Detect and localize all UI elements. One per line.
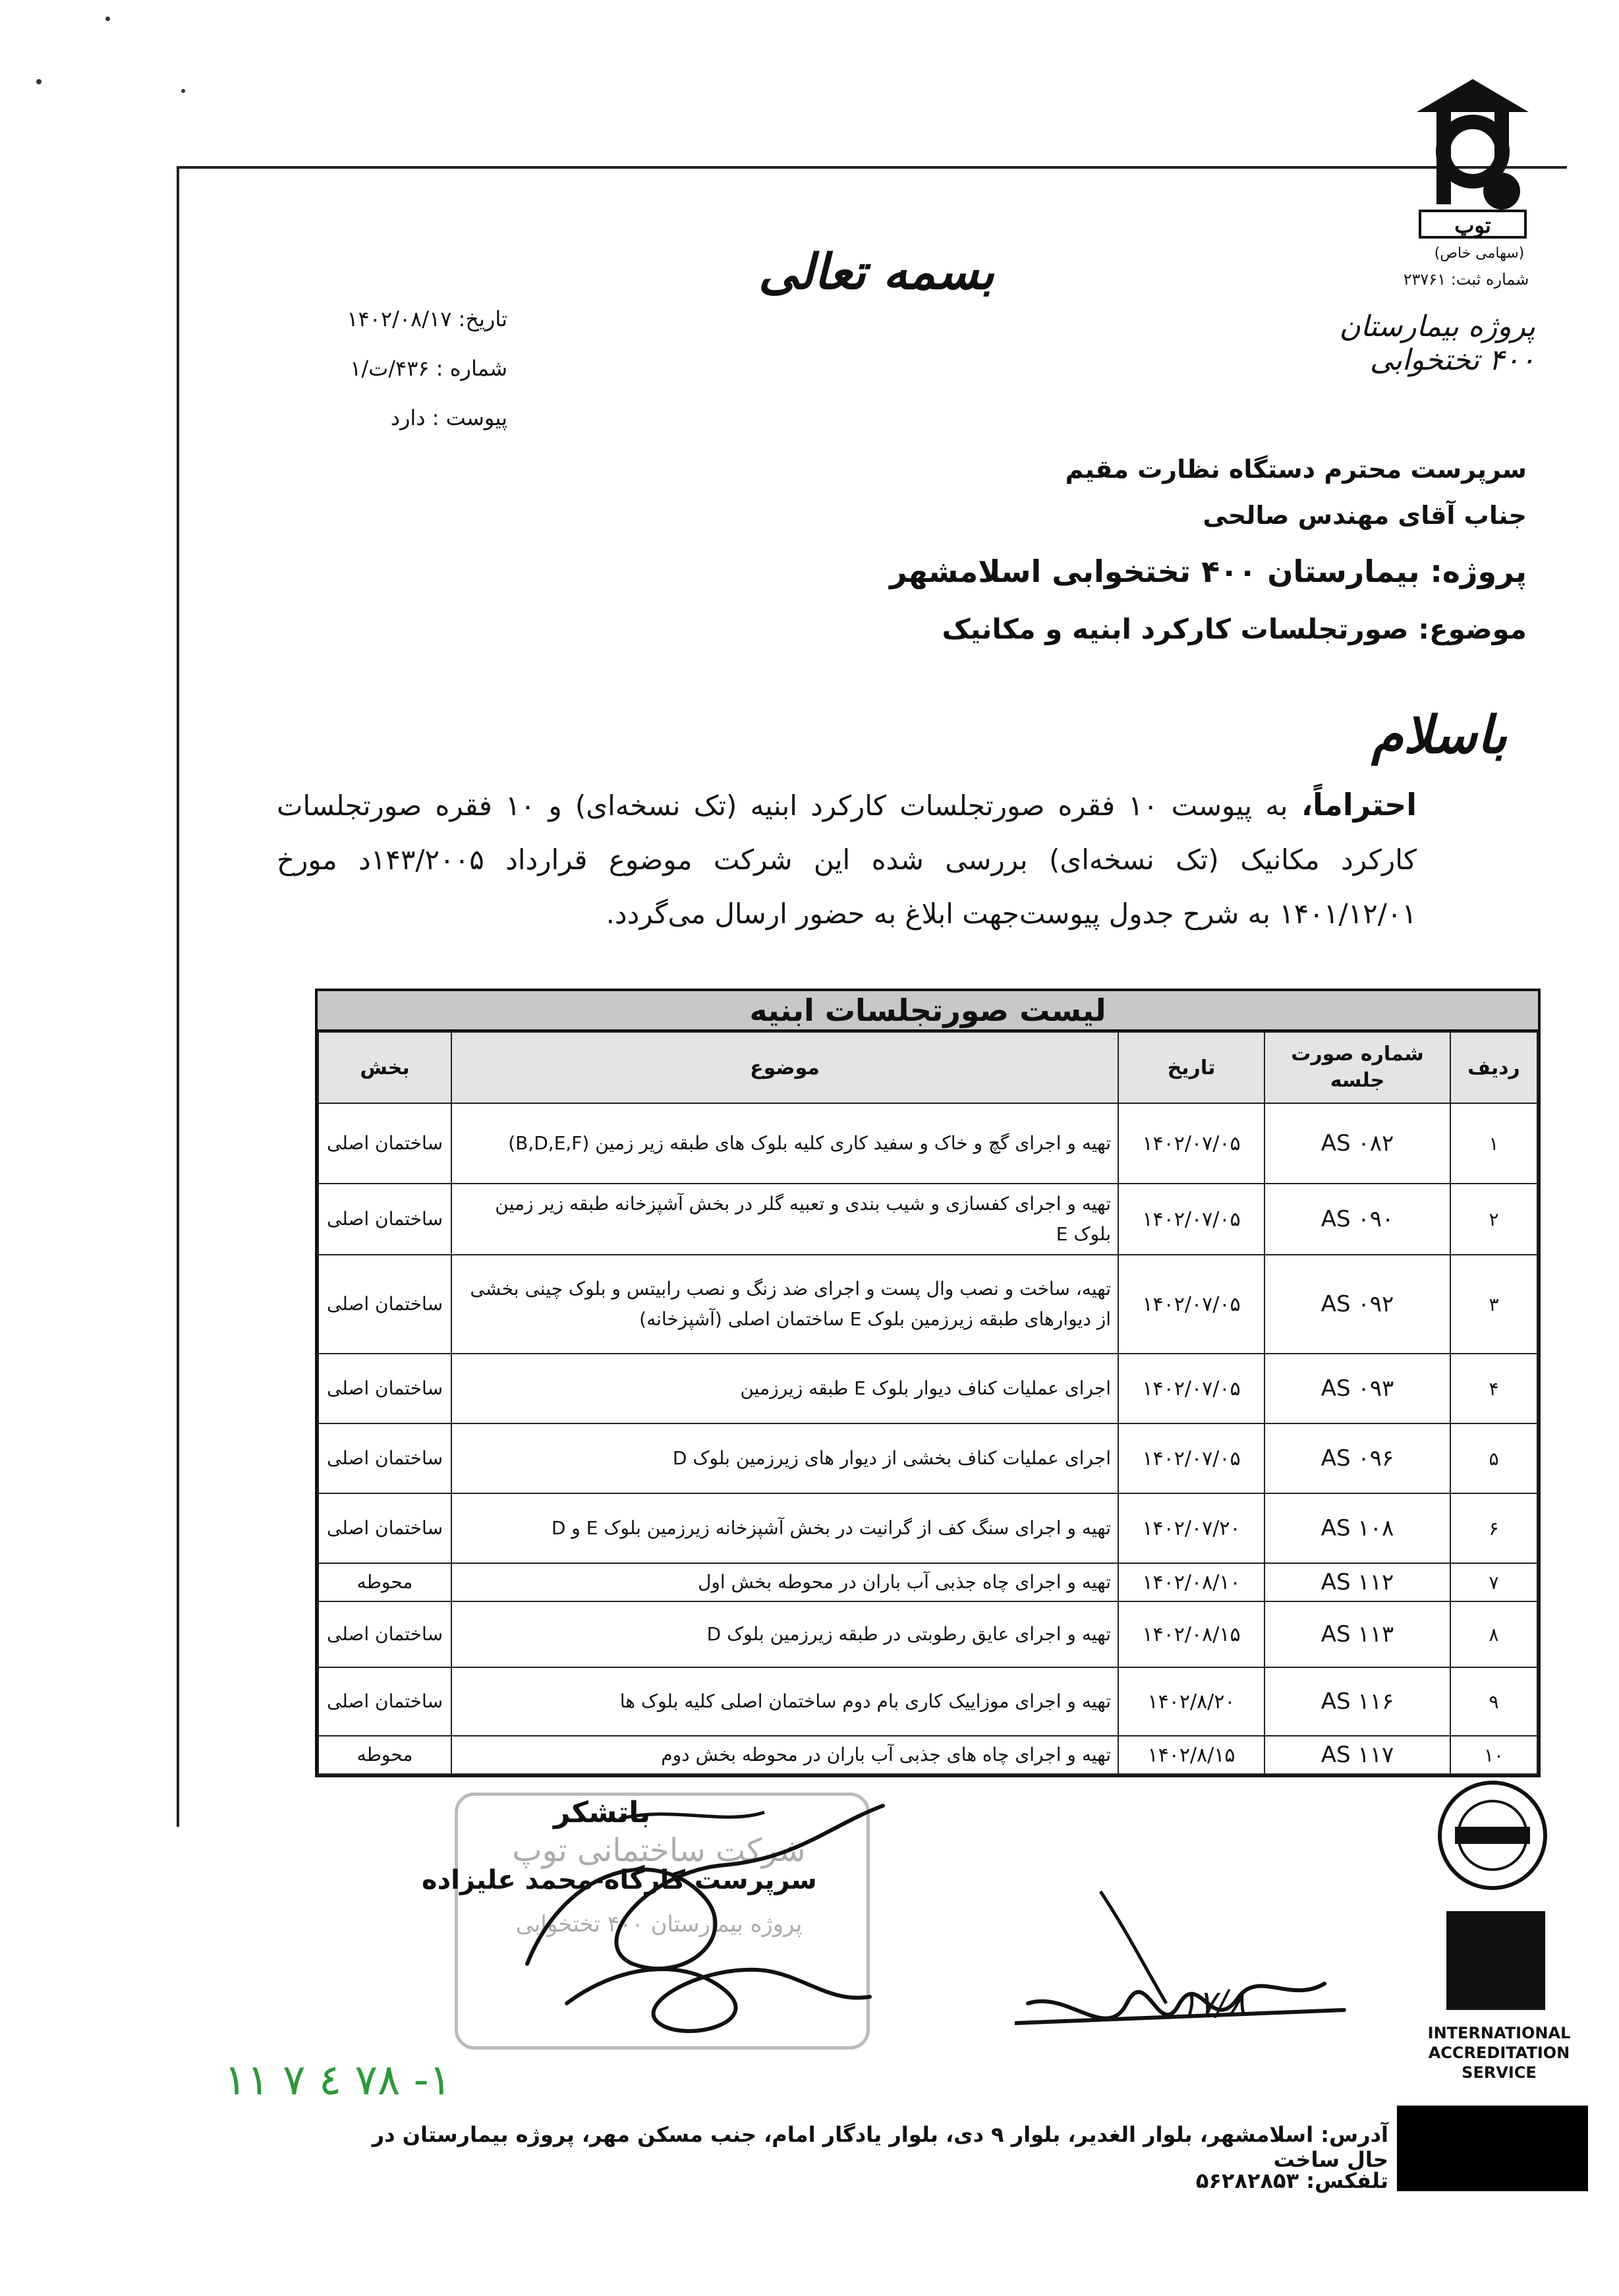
- addressee-person: جناب آقای مهندس صالحی: [1203, 501, 1527, 530]
- cell-date: ۱۴۰۲/۰۷/۰۵: [1118, 1103, 1264, 1184]
- cell-section: ساختمان اصلی: [318, 1493, 451, 1563]
- cell-subject: تهیه و اجرای چاه های جذبی آب باران در محوطه بخش دوم: [451, 1736, 1118, 1774]
- cell-idx: ۵: [1450, 1423, 1537, 1493]
- logo-subtitle: (سهامی خاص): [1434, 245, 1525, 262]
- cell-subject: تهیه و اجرای عایق رطوبتی در طبقه زیرزمین بلوک D: [451, 1601, 1118, 1667]
- cell-subject: تهیه و اجرای موزاییک کاری بام دوم ساختمان اصلی کلیه بلوک ها: [451, 1667, 1118, 1736]
- body-greeting: احتراماً،: [1301, 787, 1417, 822]
- cell-subject: تهیه و اجرای کفسازی و شیب بندی و تعبیه گلر در بخش آشپزخانه طبقه زیر زمین بلوک E: [451, 1184, 1118, 1255]
- frame-top-line: [177, 166, 1567, 169]
- cell-date: ۱۴۰۲/۰۷/۲۰: [1118, 1493, 1264, 1563]
- footer-fax: تلفکس: ۵۶۲۸۲۸۵۳: [1195, 2168, 1388, 2193]
- table-row: [318, 1493, 1537, 1563]
- cell-date: ۱۴۰۲/۰۸/۱۰: [1118, 1563, 1264, 1601]
- table-row: [318, 1354, 1537, 1423]
- cell-section: محوطه: [318, 1736, 451, 1774]
- scan-speck: [181, 89, 185, 93]
- cell-idx: ۸: [1450, 1601, 1537, 1667]
- cell-subject: تهیه، ساخت و نصب وال پست و اجرای ضد زنگ و نصب رابیتس و بلوک چینی بخشی از دیوارهای طبقه زیرزمین بلوک E ساختمان اصلی (آشپزخانه): [451, 1255, 1118, 1354]
- addressee-title: سرپرست محترم دستگاه نظارت مقیم: [1065, 455, 1527, 484]
- table-row: [318, 1601, 1537, 1667]
- cell-number: AS ۱۰۸: [1264, 1493, 1450, 1563]
- stamp-text: شرکت ساختمانی توپ: [512, 1832, 806, 1869]
- table-header-row: [318, 1032, 1537, 1103]
- bismillah: بسمه تعالی: [758, 244, 994, 301]
- header-section: بخش: [318, 1032, 451, 1103]
- cell-number: AS ۱۱۳: [1264, 1601, 1450, 1667]
- stamp-subtext: پروژه بیمارستان ۴۰۰ تختخوابی: [515, 1911, 803, 1937]
- signature-thanks: باتشکر: [554, 1796, 651, 1829]
- table-title: لیست صورتجلسات ابنیه: [318, 991, 1538, 1031]
- table-row: [318, 1184, 1537, 1255]
- signature-name: سرپرست کارگاه-محمد علیزاده: [422, 1865, 817, 1895]
- cell-section: ساختمان اصلی: [318, 1601, 451, 1667]
- body-paragraph: [277, 778, 1417, 941]
- cell-date: ۱۴۰۲/۰۷/۰۵: [1118, 1423, 1264, 1493]
- table-row: [318, 1563, 1537, 1601]
- ias-accreditation-logo: [1446, 1911, 1545, 2010]
- cell-date: ۱۴۰۲/۸/۲۰: [1118, 1667, 1264, 1736]
- cell-subject: اجرای عملیات کناف دیوار بلوک E طبقه زیرزمین: [451, 1354, 1118, 1423]
- cell-number: AS ۰۹۶: [1264, 1423, 1450, 1493]
- cell-idx: ۱: [1450, 1103, 1537, 1184]
- cell-date: ۱۴۰۲/۰۸/۱۵: [1118, 1601, 1264, 1667]
- project-handwritten: پروژه بیمارستان ۴۰۰ تختخوابی: [1339, 310, 1535, 377]
- table-row: [318, 1423, 1537, 1493]
- cell-subject: اجرای عملیات کناف بخشی از دیوار های زیرزمین بلوک D: [451, 1423, 1118, 1493]
- certified-management-system-logo: [1436, 1779, 1548, 1891]
- handwritten-date: ۱۷/۸: [1179, 1984, 1247, 2023]
- handwritten-signature: [488, 1766, 949, 2069]
- project-line: پروژه: بیمارستان ۴۰۰ تختخوابی اسلامشهر: [890, 554, 1527, 589]
- scan-speck: [105, 16, 110, 21]
- header-subject: موضوع: [451, 1032, 1118, 1103]
- company-logo: [1410, 72, 1535, 244]
- cell-idx: ۶: [1450, 1493, 1537, 1563]
- footer-address: آدرس: اسلامشهر، بلوار الغدیر، بلوار ۹ دی، بلوار یادگار امام، جنب مسکن مهر، پروژه بیمارستان در حال ساخت: [372, 2122, 1388, 2172]
- frame-left-line: [177, 166, 179, 1827]
- cell-number: AS ۱۱۶: [1264, 1667, 1450, 1736]
- cell-date: ۱۴۰۲/۸/۱۵: [1118, 1736, 1264, 1774]
- cell-date: ۱۴۰۲/۰۷/۰۵: [1118, 1184, 1264, 1255]
- cell-idx: ۱۰: [1450, 1736, 1537, 1774]
- cell-section: ساختمان اصلی: [318, 1103, 451, 1184]
- header-number: شماره صورت جلسه: [1264, 1032, 1450, 1103]
- cell-idx: ۳: [1450, 1255, 1537, 1354]
- salutation: باسلام: [1371, 705, 1507, 765]
- cell-date: ۱۴۰۲/۰۷/۰۵: [1118, 1354, 1264, 1423]
- cell-number: AS ۰۹۰: [1264, 1184, 1450, 1255]
- cell-subject: تهیه و اجرای چاه جذبی آب باران در محوطه بخش اول: [451, 1563, 1118, 1601]
- cell-section: ساختمان اصلی: [318, 1354, 451, 1423]
- cell-number: AS ۰۸۲: [1264, 1103, 1450, 1184]
- cell-number: AS ۰۹۲: [1264, 1255, 1450, 1354]
- cell-number: AS ۱۱۷: [1264, 1736, 1450, 1774]
- redaction-box: [1397, 2106, 1588, 2191]
- cell-section: ساختمان اصلی: [318, 1255, 451, 1354]
- cell-section: ساختمان اصلی: [318, 1184, 451, 1255]
- ias-label: INTERNATIONAL ACCREDITATION SERVICE: [1427, 2024, 1571, 2082]
- table-row: [318, 1667, 1537, 1736]
- table-row: [318, 1103, 1537, 1184]
- letter-number: شماره : ۴۳۶/ت/۱: [350, 356, 507, 381]
- cell-idx: ۲: [1450, 1184, 1537, 1255]
- cell-section: ساختمان اصلی: [318, 1423, 451, 1493]
- cell-date: ۱۴۰۲/۰۷/۰۵: [1118, 1255, 1264, 1354]
- subject-line: موضوع: صورتجلسات کارکرد ابنیه و مکانیک: [942, 613, 1527, 645]
- cell-number: AS ۰۹۳: [1264, 1354, 1450, 1423]
- cell-idx: ۹: [1450, 1667, 1537, 1736]
- logo-registration: شماره ثبت: ۲۳۷۶۱: [1403, 270, 1529, 289]
- projects-table: [315, 989, 1541, 1777]
- cell-idx: ۷: [1450, 1563, 1537, 1601]
- cell-section: ساختمان اصلی: [318, 1667, 451, 1736]
- table-row: [318, 1255, 1537, 1354]
- cell-section: محوطه: [318, 1563, 451, 1601]
- letter-date: تاریخ: ۱۴۰۲/۰۸/۱۷: [347, 306, 507, 331]
- header-idx: ردیف: [1450, 1032, 1537, 1103]
- cell-subject: تهیه و اجرای سنگ کف از گرانیت در بخش آشپزخانه زیرزمین بلوک E و D: [451, 1493, 1118, 1563]
- header-date: تاریخ: [1118, 1032, 1264, 1103]
- body-text: به پیوست ۱۰ فقره صورتجلسات کارکرد ابنیه (تک نسخه‌ای) و ۱۰ فقره صورتجلسات کارکرد مکانیک (تک نسخه‌ای) بررسی شده این شرکت موضوع قرارداد ۱۴۳/۲۰۰۵د مورخ ۱۴۰۱/۱۲/۰۱ به شرح جدول پیوست‌جهت ابلاغ به حضور ارسال می‌گردد.: [277, 789, 1417, 930]
- logo-wordmark: توپ: [1454, 213, 1491, 238]
- handwritten-reference-number: ۱۱ ۷ ٤ ۷۸ -۱: [224, 2056, 452, 2105]
- cell-subject: تهیه و اجرای گچ و خاک و سفید کاری کلیه بلوک های طبقه زیر زمین (B,D,E,F): [451, 1103, 1118, 1184]
- letter-attachment: پیوست : دارد: [390, 405, 507, 430]
- scan-speck: [36, 79, 42, 84]
- cell-number: AS ۱۱۲: [1264, 1563, 1450, 1601]
- cell-idx: ۴: [1450, 1354, 1537, 1423]
